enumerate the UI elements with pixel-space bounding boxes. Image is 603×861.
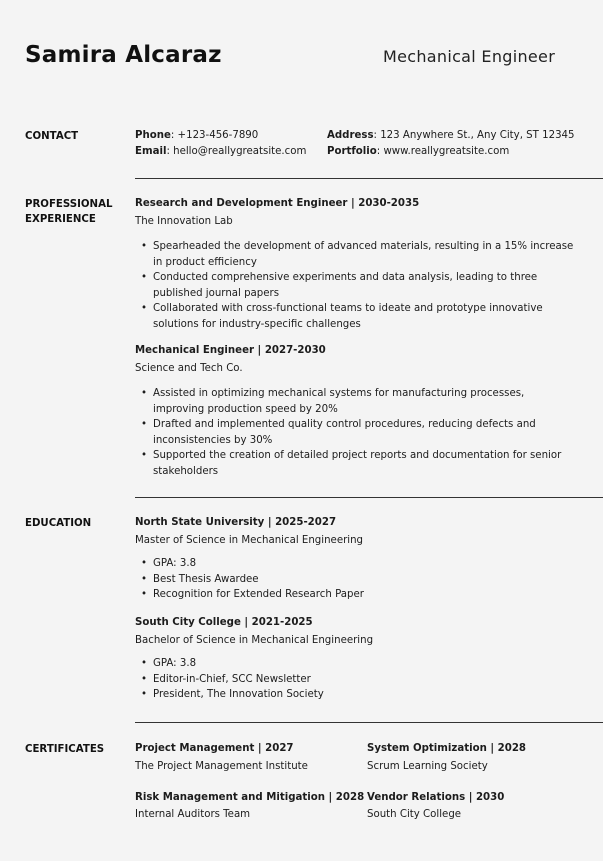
education-entry [135, 515, 575, 603]
degree-name: Bachelor of Science in Mechanical Engineering [135, 635, 374, 646]
portfolio-label: Portfolio [327, 146, 377, 157]
job-role-title: Mechanical Engineer [383, 47, 556, 66]
list-item: • Conducted comprehensive experiments and data analysis, leading to three published journal papers [135, 270, 575, 301]
section-label-certificates: CERTIFICATES [25, 744, 105, 755]
experience-label-line2: EXPERIENCE [25, 214, 96, 225]
address-label: Address [327, 130, 374, 141]
job-title: Research and Development Engineer | 2030-2035 [135, 198, 420, 209]
email-label: Email [135, 146, 167, 157]
address-value: : 123 Anywhere St., Any City, ST 12345 [373, 130, 575, 141]
school-title: South City College | 2021-2025 [135, 617, 313, 628]
list-item: • Assisted in optimizing mechanical systems for manufacturing processes, improving production speed by 20% [135, 386, 575, 417]
certificate-title: System Optimization | 2028 [367, 743, 526, 754]
divider [135, 722, 603, 723]
school-bullets [135, 656, 575, 703]
section-label-education: EDUCATION [25, 518, 92, 529]
school-title: North State University | 2025-2027 [135, 517, 337, 528]
list-item: • Drafted and implemented quality control procedures, reducing defects and inconsistencies by 30% [135, 417, 575, 448]
phone-label: Phone [135, 130, 171, 141]
certificate-title: Risk Management and Mitigation | 2028 [135, 792, 365, 803]
list-item: • GPA: 3.8 [135, 656, 575, 672]
certificate-issuer: The Project Management Institute [135, 761, 308, 772]
email-value: : hello@reallygreatsite.com [166, 146, 307, 157]
candidate-name: Samira Alcaraz [25, 42, 222, 68]
phone-value: : +123-456-7890 [170, 130, 259, 141]
list-item: • Editor-in-Chief, SCC Newsletter [135, 672, 575, 688]
certificate-title: Project Management | 2027 [135, 743, 294, 754]
list-item: • Best Thesis Awardee [135, 572, 575, 588]
job-bullets [135, 386, 575, 480]
portfolio-value: : www.reallygreatsite.com [376, 146, 510, 157]
job-org: Science and Tech Co. [135, 363, 243, 374]
certificate-issuer: South City College [367, 809, 462, 820]
phone-line [135, 128, 258, 144]
degree-name: Master of Science in Mechanical Engineering [135, 535, 364, 546]
list-item: • Spearheaded the development of advanced materials, resulting in a 15% increase in product efficiency [135, 239, 575, 270]
section-label-experience [25, 197, 112, 227]
list-item: • Supported the creation of detailed project reports and documentation for senior stakeholders [135, 448, 575, 479]
list-item: • Collaborated with cross-functional teams to ideate and prototype innovative solutions for industry-specific challenges [135, 301, 575, 332]
job-entry [135, 343, 575, 480]
school-bullets [135, 556, 575, 603]
list-item: • GPA: 3.8 [135, 556, 575, 572]
job-org: The Innovation Lab [135, 216, 233, 227]
certificate-issuer: Scrum Learning Society [367, 761, 488, 772]
address-line [327, 128, 575, 144]
certificate-issuer: Internal Auditors Team [135, 809, 251, 820]
job-title: Mechanical Engineer | 2027-2030 [135, 345, 326, 356]
list-item: • President, The Innovation Society [135, 687, 575, 703]
email-line [135, 144, 306, 160]
education-entry [135, 615, 575, 703]
section-label-contact: CONTACT [25, 131, 79, 142]
job-entry [135, 196, 575, 333]
divider [135, 497, 603, 498]
list-item: • Recognition for Extended Research Paper [135, 587, 575, 603]
experience-label-line1: PROFESSIONAL [25, 199, 113, 210]
job-bullets [135, 239, 575, 333]
portfolio-line [327, 144, 509, 160]
divider [135, 178, 603, 179]
certificate-title: Vendor Relations | 2030 [367, 792, 505, 803]
